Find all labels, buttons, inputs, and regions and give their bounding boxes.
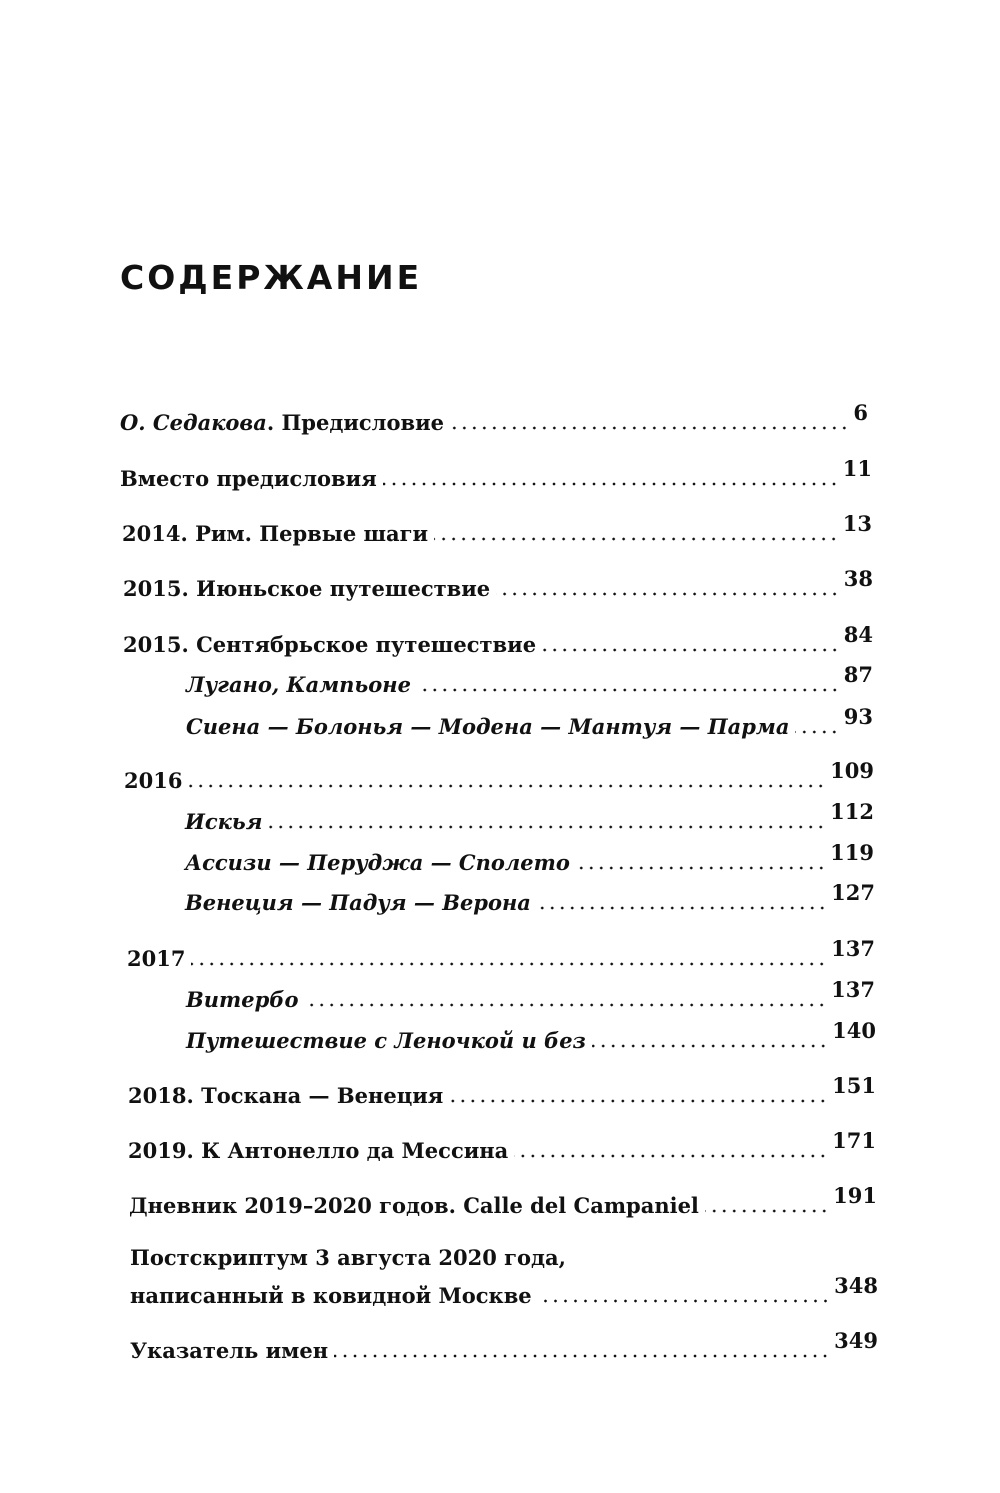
- toc-entry-postscript[interactable]: [130, 1275, 878, 1309]
- dot-leader: [496, 592, 840, 596]
- toc-entry-instead-of-preface[interactable]: [120, 458, 872, 492]
- toc-entry-page: 191: [833, 1183, 877, 1208]
- toc-entry-title: 2014. Рим. Первые шаги: [122, 521, 429, 546]
- dot-leader: [538, 1299, 831, 1303]
- toc-entry-page: 151: [832, 1073, 876, 1098]
- dot-leader: [705, 1209, 829, 1213]
- toc-entry-page: 348: [834, 1273, 878, 1298]
- toc-entry-2015-june[interactable]: [123, 568, 873, 602]
- toc-entry-author: О. Седакова: [120, 410, 267, 435]
- toc-entry-title: 2015. Июньское путешествие: [123, 576, 491, 601]
- toc-entry-page: 127: [831, 880, 875, 905]
- dot-leader: [191, 962, 827, 966]
- toc-entry-page: 11: [842, 456, 872, 481]
- toc-entry-page: 6: [853, 400, 868, 425]
- toc-entry-title: Путешествие с Леночкой и без: [186, 1028, 586, 1053]
- dot-leader: [334, 1354, 830, 1358]
- dot-leader: [383, 482, 839, 486]
- page-title: СОДЕРЖАНИЕ: [120, 258, 423, 297]
- toc-entry-title: Вместо предисловия: [120, 466, 377, 491]
- dot-leader: [449, 1099, 828, 1103]
- toc-entry-page: 84: [843, 622, 873, 647]
- dot-leader: [434, 537, 839, 541]
- dot-leader: [576, 866, 826, 870]
- toc-entry-title: 2016: [124, 768, 183, 793]
- toc-subentry-siena[interactable]: [186, 706, 873, 740]
- toc-entry-preface[interactable]: [120, 402, 868, 436]
- dot-leader: [268, 825, 826, 829]
- toc-entry-title: Венеция — Падуя — Верона: [185, 890, 531, 915]
- toc-entry-2014-rome[interactable]: [122, 513, 872, 547]
- toc-entry-title: Сиена — Болонья — Модена — Мантуя — Парма: [186, 714, 790, 739]
- dot-leader: [542, 648, 840, 652]
- dot-leader: [537, 906, 827, 910]
- dot-leader: [592, 1044, 828, 1048]
- toc-entry-page: 13: [842, 511, 872, 536]
- toc-subentry-journey[interactable]: [186, 1020, 876, 1054]
- dot-leader: [795, 730, 839, 734]
- toc-entry-title: 2018. Тоскана — Венеция: [128, 1083, 444, 1108]
- toc-entry-page: 349: [834, 1328, 878, 1353]
- toc-entry-title: написанный в ковидной Москве: [130, 1283, 532, 1308]
- toc-entry-index[interactable]: [130, 1330, 878, 1364]
- toc-subentry-venice[interactable]: [185, 882, 875, 916]
- toc-entry-title: 2015. Сентябрьское путешествие: [123, 632, 537, 657]
- toc-entry-title: Витербо: [186, 987, 299, 1012]
- toc-entry-2017[interactable]: [127, 938, 875, 972]
- dot-leader: [450, 426, 849, 430]
- toc-entry-title: . Предисловие: [266, 410, 445, 435]
- toc-entry-2019-antonello[interactable]: [128, 1130, 876, 1164]
- dot-leader: [304, 1003, 827, 1007]
- toc-entry-postscript-line1: Постскриптум 3 августа 2020 года,: [130, 1245, 566, 1270]
- toc-entry-page: 93: [843, 704, 873, 729]
- toc-entry-title: Ассизи — Перуджа — Сполето: [185, 850, 570, 875]
- toc-entry-page: 38: [843, 566, 873, 591]
- toc-subentry-assisi[interactable]: [185, 842, 874, 876]
- toc-subentry-lugano[interactable]: [186, 664, 873, 698]
- toc-entry-page: 109: [830, 758, 874, 783]
- dot-leader: [514, 1154, 828, 1158]
- dot-leader: [188, 784, 826, 788]
- toc-entry-title: 2017: [127, 946, 186, 971]
- toc-entry-title: Искья: [185, 809, 263, 834]
- toc-entry-title: 2019. К Антонелло да Мессина: [128, 1138, 509, 1163]
- toc-entry-page: 137: [831, 977, 875, 1002]
- toc-entry-page: 119: [830, 840, 874, 865]
- toc-entry-2015-september[interactable]: [123, 624, 873, 658]
- toc-entry-2018-tuscany[interactable]: [128, 1075, 876, 1109]
- toc-entry-page: 87: [843, 662, 873, 687]
- toc-entry-2016[interactable]: [124, 760, 874, 794]
- toc-entry-page: 112: [830, 799, 874, 824]
- dot-leader: [417, 688, 840, 692]
- toc-entry-page: 140: [832, 1018, 876, 1043]
- toc-subentry-ischia[interactable]: [185, 801, 874, 835]
- toc-entry-title: Указатель имен: [130, 1338, 329, 1363]
- toc-subentry-viterbo[interactable]: [186, 979, 875, 1013]
- toc-entry-page: 137: [831, 936, 875, 961]
- toc-entry-page: 171: [832, 1128, 876, 1153]
- toc-entry-title: Лугано, Кампьоне: [186, 672, 411, 697]
- toc-entry-title: Дневник 2019–2020 годов. Calle del Campaniel: [129, 1193, 699, 1218]
- toc-entry-diary[interactable]: [129, 1185, 877, 1219]
